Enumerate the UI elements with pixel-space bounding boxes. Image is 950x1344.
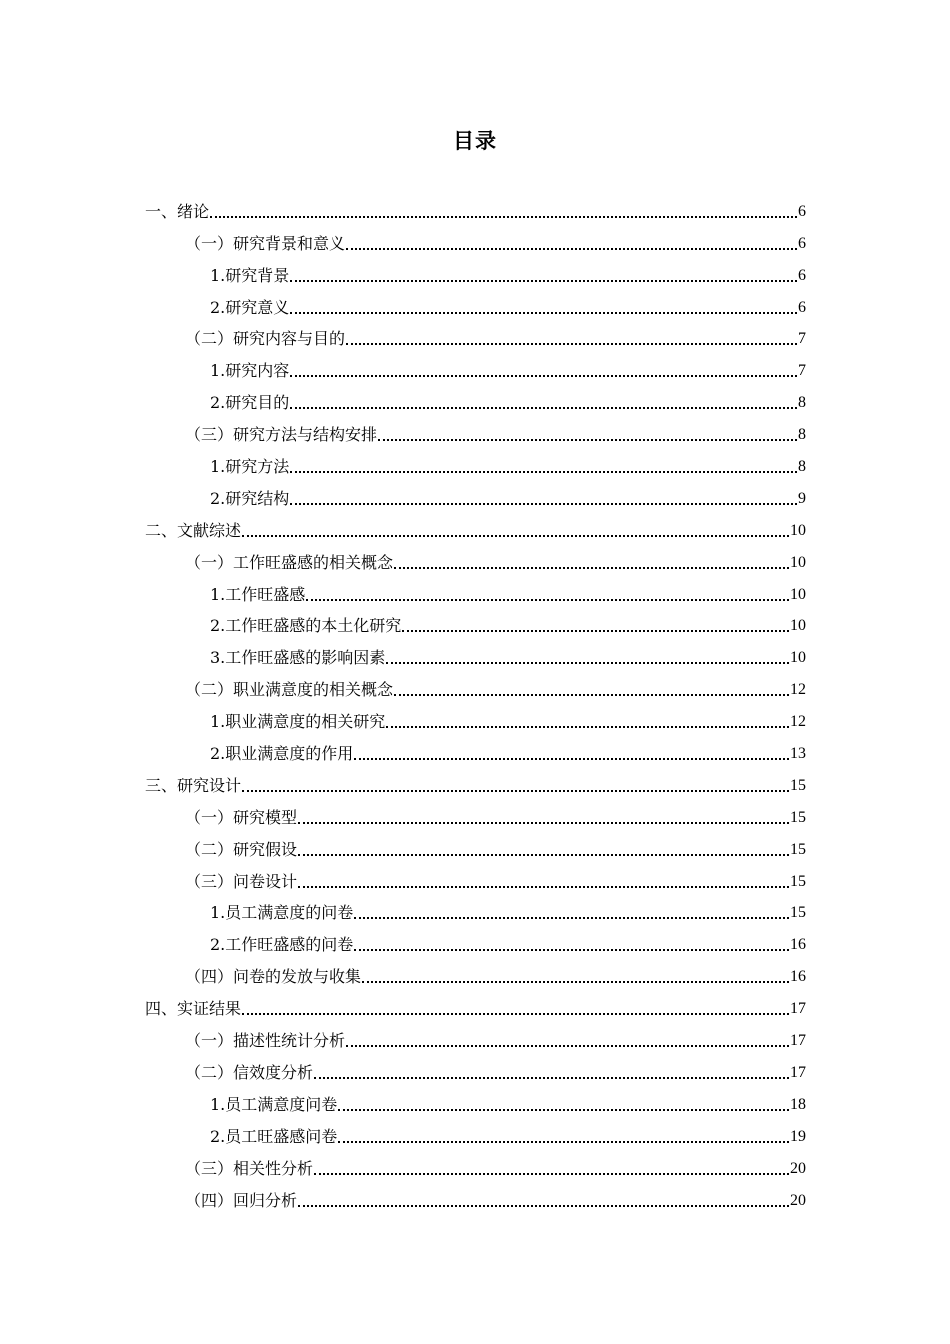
toc-entry-page-number: 10 bbox=[790, 521, 806, 539]
toc-dot-leader bbox=[290, 280, 797, 282]
toc-entry-page-number: 18 bbox=[790, 1095, 806, 1113]
toc-entry-label: 1.员工满意度问卷 bbox=[210, 1094, 338, 1114]
toc-entry-label: 二、文献综述 bbox=[145, 520, 242, 540]
toc-entry-label: 3.工作旺盛感的影响因素 bbox=[210, 648, 386, 668]
toc-entry[interactable] bbox=[145, 415, 806, 447]
toc-dot-leader bbox=[346, 343, 797, 345]
toc-entry[interactable] bbox=[145, 989, 806, 1021]
toc-entry-label: 2.工作旺盛感的问卷 bbox=[210, 935, 354, 955]
toc-entry-page-number: 17 bbox=[790, 1063, 806, 1081]
toc-entry-page-number: 19 bbox=[790, 1127, 806, 1145]
toc-entry-page-number: 6 bbox=[798, 266, 806, 284]
toc-entry-label: （二）研究内容与目的 bbox=[185, 329, 346, 349]
toc-dot-leader bbox=[290, 407, 797, 409]
toc-dot-leader bbox=[298, 886, 789, 888]
toc-entry-page-number: 12 bbox=[790, 713, 806, 731]
toc-entry[interactable] bbox=[145, 957, 806, 989]
toc-dot-leader bbox=[402, 630, 789, 632]
toc-entry-label: 一、绪论 bbox=[145, 201, 210, 221]
toc-entry[interactable] bbox=[145, 351, 806, 383]
toc-entry-label: （二）信效度分析 bbox=[185, 1062, 314, 1082]
toc-entry-page-number: 16 bbox=[790, 968, 806, 986]
toc-entry-label: 1.研究内容 bbox=[210, 361, 290, 381]
toc-entry-label: 1.研究方法 bbox=[210, 457, 290, 477]
toc-entry-label: 2.研究意义 bbox=[210, 297, 290, 317]
toc-entry-page-number: 8 bbox=[798, 458, 806, 476]
toc-entry-label: 2.员工旺盛感问卷 bbox=[210, 1126, 338, 1146]
toc-entry[interactable] bbox=[145, 1117, 806, 1149]
toc-dot-leader bbox=[386, 726, 789, 728]
table-of-contents bbox=[145, 192, 806, 1213]
toc-entry-label: （四）问卷的发放与收集 bbox=[185, 967, 362, 987]
toc-entry[interactable] bbox=[145, 607, 806, 639]
toc-dot-leader bbox=[354, 758, 789, 760]
toc-entry-page-number: 16 bbox=[790, 936, 806, 954]
toc-entry[interactable] bbox=[145, 192, 806, 224]
toc-dot-leader bbox=[290, 375, 797, 377]
toc-entry-page-number: 6 bbox=[798, 202, 806, 220]
toc-entry-page-number: 15 bbox=[790, 808, 806, 826]
toc-entry-page-number: 8 bbox=[798, 426, 806, 444]
toc-entry[interactable] bbox=[145, 638, 806, 670]
toc-dot-leader bbox=[314, 1173, 789, 1175]
toc-entry-page-number: 17 bbox=[790, 1032, 806, 1050]
toc-entry[interactable] bbox=[145, 925, 806, 957]
toc-entry-page-number: 8 bbox=[798, 394, 806, 412]
toc-entry[interactable] bbox=[145, 479, 806, 511]
toc-entry[interactable] bbox=[145, 224, 806, 256]
toc-entry-page-number: 12 bbox=[790, 681, 806, 699]
toc-dot-leader bbox=[346, 1045, 789, 1047]
toc-entry-page-number: 10 bbox=[790, 585, 806, 603]
toc-entry-label: 四、实证结果 bbox=[145, 999, 242, 1019]
toc-entry[interactable] bbox=[145, 766, 806, 798]
toc-dot-leader bbox=[378, 439, 797, 441]
toc-entry-page-number: 10 bbox=[790, 617, 806, 635]
toc-entry-label: 三、研究设计 bbox=[145, 775, 242, 795]
toc-entry-page-number: 15 bbox=[790, 840, 806, 858]
toc-entry-label: （一）工作旺盛感的相关概念 bbox=[185, 552, 394, 572]
toc-entry-label: （三）问卷设计 bbox=[185, 871, 298, 891]
toc-entry-page-number: 10 bbox=[790, 649, 806, 667]
toc-dot-leader bbox=[362, 981, 789, 983]
toc-dot-leader bbox=[290, 312, 797, 314]
toc-entry[interactable] bbox=[145, 320, 806, 352]
toc-dot-leader bbox=[210, 216, 797, 218]
toc-entry[interactable] bbox=[145, 1053, 806, 1085]
toc-entry-label: （一）描述性统计分析 bbox=[185, 1031, 346, 1051]
toc-entry-page-number: 17 bbox=[790, 1000, 806, 1018]
toc-dot-leader bbox=[394, 567, 789, 569]
toc-entry-label: 2.研究目的 bbox=[210, 393, 290, 413]
toc-dot-leader bbox=[338, 1141, 789, 1143]
toc-entry[interactable] bbox=[145, 383, 806, 415]
toc-entry-label: （二）研究假设 bbox=[185, 839, 298, 859]
toc-entry-label: 2.工作旺盛感的本土化研究 bbox=[210, 616, 402, 636]
toc-entry-label: （三）研究方法与结构安排 bbox=[185, 425, 378, 445]
toc-entry-page-number: 6 bbox=[798, 298, 806, 316]
toc-entry-label: 1.研究背景 bbox=[210, 265, 290, 285]
toc-dot-leader bbox=[354, 949, 789, 951]
page-title: 目录 bbox=[453, 129, 497, 153]
toc-dot-leader bbox=[242, 790, 789, 792]
toc-dot-leader bbox=[290, 471, 797, 473]
toc-dot-leader bbox=[346, 248, 797, 250]
toc-entry-label: （三）相关性分析 bbox=[185, 1158, 314, 1178]
toc-entry-page-number: 15 bbox=[790, 872, 806, 890]
toc-entry[interactable] bbox=[145, 543, 806, 575]
toc-dot-leader bbox=[242, 1013, 789, 1015]
toc-entry[interactable] bbox=[145, 1181, 806, 1213]
toc-dot-leader bbox=[298, 1205, 789, 1207]
toc-entry-page-number: 7 bbox=[798, 362, 806, 380]
toc-entry[interactable] bbox=[145, 511, 806, 543]
toc-entry-label: 1.职业满意度的相关研究 bbox=[210, 712, 386, 732]
toc-entry[interactable] bbox=[145, 1149, 806, 1181]
toc-entry-label: 1.工作旺盛感 bbox=[210, 584, 306, 604]
toc-entry-page-number: 6 bbox=[798, 234, 806, 252]
toc-entry[interactable] bbox=[145, 830, 806, 862]
toc-entry-label: （二）职业满意度的相关概念 bbox=[185, 680, 394, 700]
toc-entry[interactable] bbox=[145, 862, 806, 894]
toc-dot-leader bbox=[338, 1109, 789, 1111]
toc-entry[interactable] bbox=[145, 288, 806, 320]
toc-dot-leader bbox=[290, 503, 797, 505]
toc-entry-page-number: 9 bbox=[798, 489, 806, 507]
toc-entry[interactable] bbox=[145, 702, 806, 734]
toc-dot-leader bbox=[394, 694, 789, 696]
toc-entry-page-number: 7 bbox=[798, 330, 806, 348]
toc-entry-page-number: 10 bbox=[790, 553, 806, 571]
toc-entry-page-number: 20 bbox=[790, 1159, 806, 1177]
toc-entry[interactable] bbox=[145, 734, 806, 766]
toc-entry-page-number: 20 bbox=[790, 1191, 806, 1209]
toc-entry-label: （一）研究模型 bbox=[185, 807, 298, 827]
toc-entry[interactable] bbox=[145, 670, 806, 702]
toc-entry[interactable] bbox=[145, 798, 806, 830]
toc-entry[interactable] bbox=[145, 1021, 806, 1053]
toc-dot-leader bbox=[386, 662, 789, 664]
toc-dot-leader bbox=[314, 1077, 789, 1079]
toc-dot-leader bbox=[242, 535, 789, 537]
toc-dot-leader bbox=[354, 917, 789, 919]
toc-dot-leader bbox=[306, 599, 789, 601]
toc-dot-leader bbox=[298, 822, 789, 824]
toc-entry[interactable] bbox=[145, 894, 806, 926]
toc-entry-label: 2.职业满意度的作用 bbox=[210, 744, 354, 764]
toc-dot-leader bbox=[298, 854, 789, 856]
toc-entry-page-number: 13 bbox=[790, 745, 806, 763]
toc-entry[interactable] bbox=[145, 575, 806, 607]
toc-entry-label: （一）研究背景和意义 bbox=[185, 233, 346, 253]
toc-entry-label: 1.员工满意度的问卷 bbox=[210, 903, 354, 923]
toc-entry[interactable] bbox=[145, 256, 806, 288]
toc-entry-page-number: 15 bbox=[790, 776, 806, 794]
toc-entry-label: 2.研究结构 bbox=[210, 488, 290, 508]
toc-entry-label: （四）回归分析 bbox=[185, 1190, 298, 1210]
toc-entry-page-number: 15 bbox=[790, 904, 806, 922]
toc-entry[interactable] bbox=[145, 447, 806, 479]
toc-entry[interactable] bbox=[145, 1085, 806, 1117]
